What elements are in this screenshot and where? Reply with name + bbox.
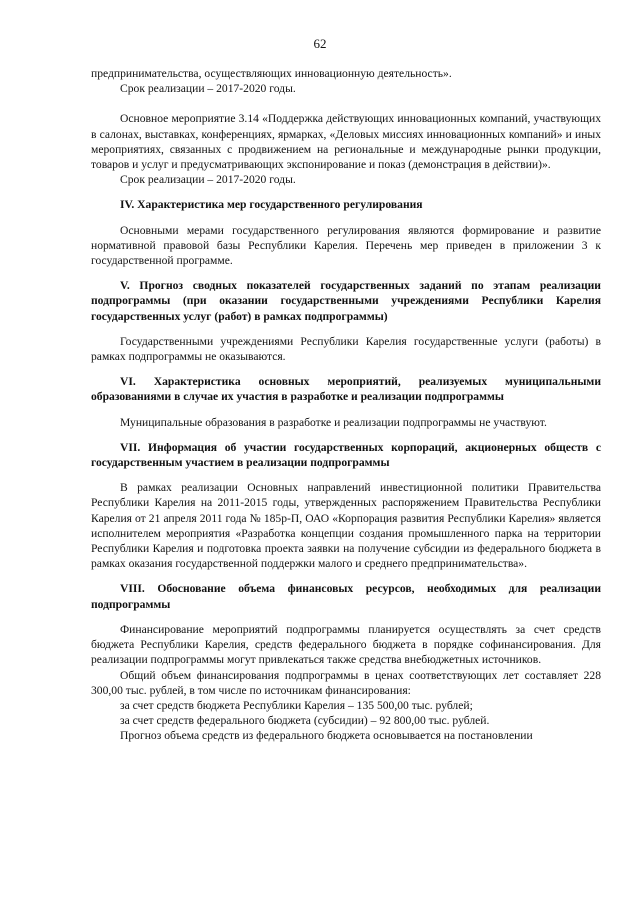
paragraph-spacer: [91, 405, 601, 415]
paragraph-spacer: [91, 96, 601, 111]
section-heading: VIII. Обоснование объема финансовых ресурсов, необходимых для реализации подпрограммы: [91, 582, 601, 611]
paragraph-spacer: [91, 268, 601, 278]
section-heading: VI. Характеристика основных мероприятий, реализуемых муниципальными образованиями в случае их участия в разработке и реализации подпрограммы: [91, 375, 601, 404]
section-heading: VII. Информация об участии государственных корпораций, акционерных обществ с государственным участием в реализации подпрограммы: [91, 440, 601, 470]
paragraph: Общий объем финансирования подпрограммы в ценах соответствующих лет составляет 228 300,00 тыс. рублей, в том числе по источникам финансирования:: [91, 668, 601, 697]
section-heading: V. Прогноз сводных показателей государственных заданий по этапам реализации подпрограммы (при оказании государственными учреждениями Республики Карелия государственных услуг (работ) в рамках подпрограммы): [91, 279, 601, 323]
paragraph-spacer: [91, 324, 601, 334]
section-heading: IV. Характеристика мер государственного регулирования: [120, 198, 423, 212]
paragraph-spacer: [91, 612, 601, 622]
paragraph: за счет средств бюджета Республики Карелия – 135 500,00 тыс. рублей;: [120, 698, 473, 712]
paragraph: В рамках реализации Основных направлений инвестиционной политики Правительства Республики Карелия на 2011-2015 годы, утвержденных распоряжением Правительства Республики Карелия от 21 апреля 2011 года № 185р-П, ОАО «Корпорация развития Республики Карелия» является исполнителем мероприятия «Разработка концепции создания промышленного парка на территории Республики Карелия и подготовка проекта заявки на получение субсидии из федерального бюджета в рамках оказания государственной поддержки малого и среднего предпринимательства».: [91, 481, 601, 571]
paragraph: Срок реализации – 2017-2020 годы.: [120, 173, 296, 187]
paragraph: Финансирование мероприятий подпрограммы планируется осуществлять за счет средств бюджета Республики Карелия, средств федерального бюджета в порядке софинансирования. Для реализации подпрограммы могут привлекаться также средства внебюджетных источников.: [91, 622, 601, 667]
page-number: 62: [313, 36, 327, 51]
paragraph-spacer: [91, 571, 601, 581]
paragraph-spacer: [91, 213, 601, 223]
paragraph: Прогноз объема средств из федерального бюджета основывается на постановлении: [120, 729, 533, 743]
paragraph-spacer: [91, 430, 601, 440]
paragraph-spacer: [91, 470, 601, 480]
paragraph-spacer: [91, 187, 601, 197]
paragraph-spacer: [91, 364, 601, 374]
paragraph: предпринимательства, осуществляющих инновационную деятельность».: [91, 67, 452, 80]
paragraph: за счет средств федерального бюджета (субсидии) – 92 800,00 тыс. рублей.: [120, 714, 490, 728]
document-body: [91, 66, 601, 744]
paragraph: Государственными учреждениями Республики Карелия государственные услуги (работы) в рамках подпрограммы не оказываются.: [91, 334, 601, 364]
paragraph: Основными мерами государственного регулирования являются формирование и развитие нормативной правовой базы Республики Карелия. Перечень мер приведен в приложении 3 к государственной программе.: [91, 223, 601, 268]
paragraph: Срок реализации – 2017-2020 годы.: [120, 82, 296, 96]
paragraph: Муниципальные образования в разработке и реализации подпрограммы не участвуют.: [120, 415, 547, 429]
paragraph: Основное мероприятие 3.14 «Поддержка действующих инновационных компаний, участвующих в салонах, выставках, конференциях, ярмарках, «Деловых миссиях инновационных компаний» и иных мероприятиях, связанных с продвижением на региональные и международные рынки продукции, товаров и услуг и предусматривающих экспонирование и показ (демонстрация в действии)».: [91, 112, 601, 172]
